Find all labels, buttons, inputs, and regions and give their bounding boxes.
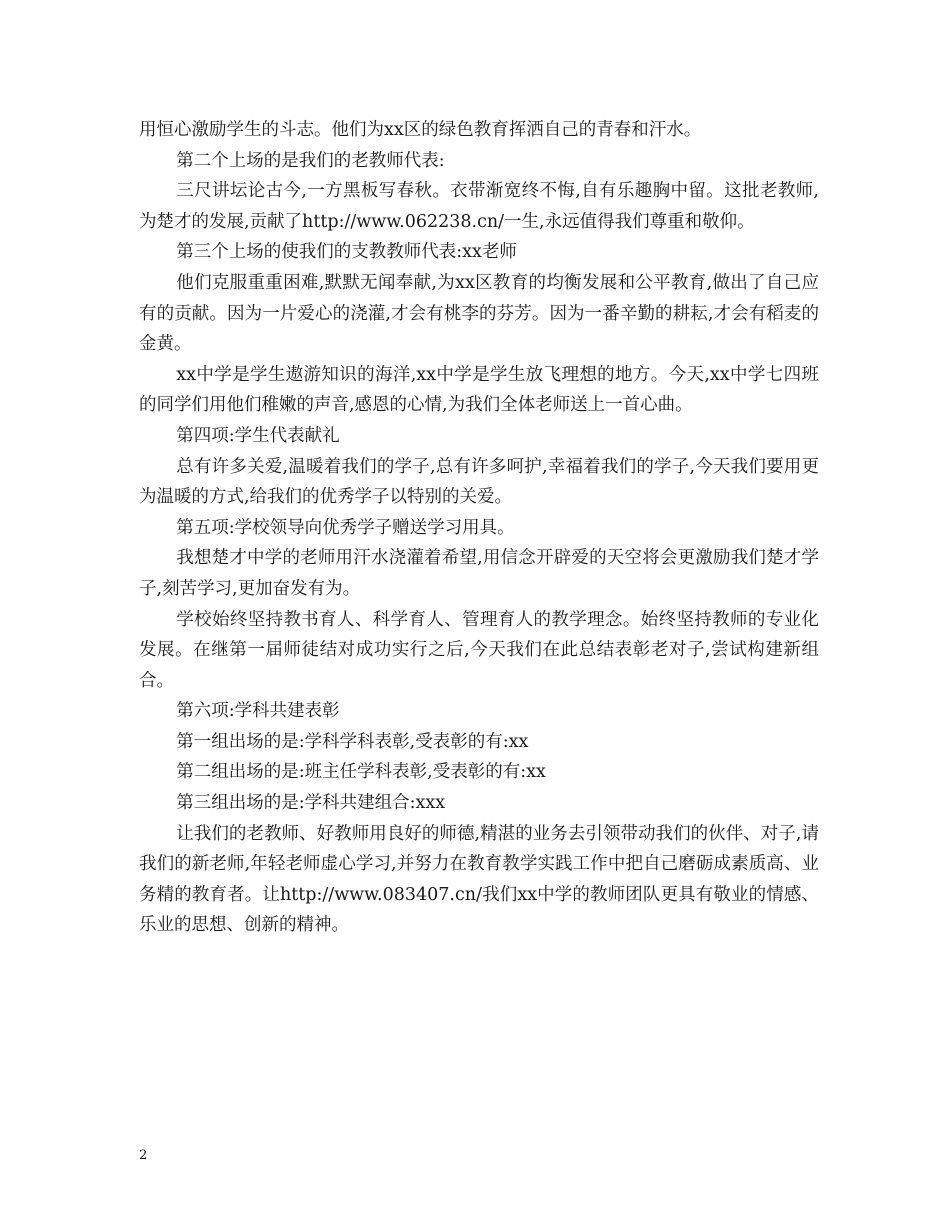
paragraph-16: 让我们的老教师、好教师用良好的师德,精湛的业务去引领带动我们的伙伴、对子,请我们的新老师,年轻老师虚心学习,并努力在教育教学实践工作中把自己磨砺成素质高、业务精的教育者。让http://www.083407.cn/我们xx中学的教师团队更具有敬业的情感、乐业的思想、创新的精神。 <box>139 823 819 936</box>
paragraph-6: xx中学是学生遨游知识的海洋,xx中学是学生放飞理想的地方。今天,xx中学七四班的同学们用他们稚嫩的声音,感恩的心情,为我们全体老师送上一首心曲。 <box>139 364 819 416</box>
paragraph-11: 学校始终坚持教书育人、科学育人、管理育人的教学理念。始终坚持教师的专业化发展。在继第一届师徒结对成功实行之后,今天我们在此总结表彰老对子,尝试构建新组合。 <box>139 609 819 691</box>
paragraph-9: 第五项:学校领导向优秀学子赠送学习用具。 <box>176 517 515 538</box>
paragraph-10: 我想楚才中学的老师用汗水浇灌着希望,用信念开辟爱的天空将会更激励我们楚才学子,刻苦学习,更加奋发有为。 <box>139 548 819 599</box>
document-body <box>139 115 819 941</box>
paragraph-15: 第三组出场的是:学科共建组合:xxx <box>176 793 446 814</box>
paragraph-5: 他们克服重重困难,默默无闻奉献,为xx区教育的均衡发展和公平教育,做出了自己应有的贡献。因为一片爱心的浇灌,才会有桃李的芬芳。因为一番辛勤的耕耘,才会有稻麦的金黄。 <box>139 272 819 355</box>
paragraph-13: 第一组出场的是:学科学科表彰,受表彰的有:xx <box>176 731 529 752</box>
paragraph-1: 用恒心激励学生的斗志。他们为xx区的绿色教育挥洒自己的青春和汗水。 <box>139 120 702 140</box>
paragraph-12: 第六项:学科共建表彰 <box>176 701 340 722</box>
paragraph-4: 第三个上场的使我们的支教教师代表:xx老师 <box>176 242 517 263</box>
paragraph-14: 第二组出场的是:班主任学科表彰,受表彰的有:xx <box>176 762 546 783</box>
page-number: 2 <box>139 1148 148 1163</box>
paragraph-2: 第二个上场的是我们的老教师代表: <box>176 150 445 171</box>
paragraph-7: 第四项:学生代表献礼 <box>176 425 340 446</box>
paragraph-8: 总有许多关爱,温暖着我们的学子,总有许多呵护,幸福着我们的学子,今天我们要用更为温暖的方式,给我们的优秀学子以特别的关爱。 <box>139 456 819 508</box>
paragraph-3: 三尺讲坛论古今,一方黑板写春秋。衣带渐宽终不悔,自有乐趣胸中留。这批老教师,为楚才的发展,贡献了http://www.062238.cn/一生,永远值得我们尊重和敬仰。 <box>139 181 819 232</box>
